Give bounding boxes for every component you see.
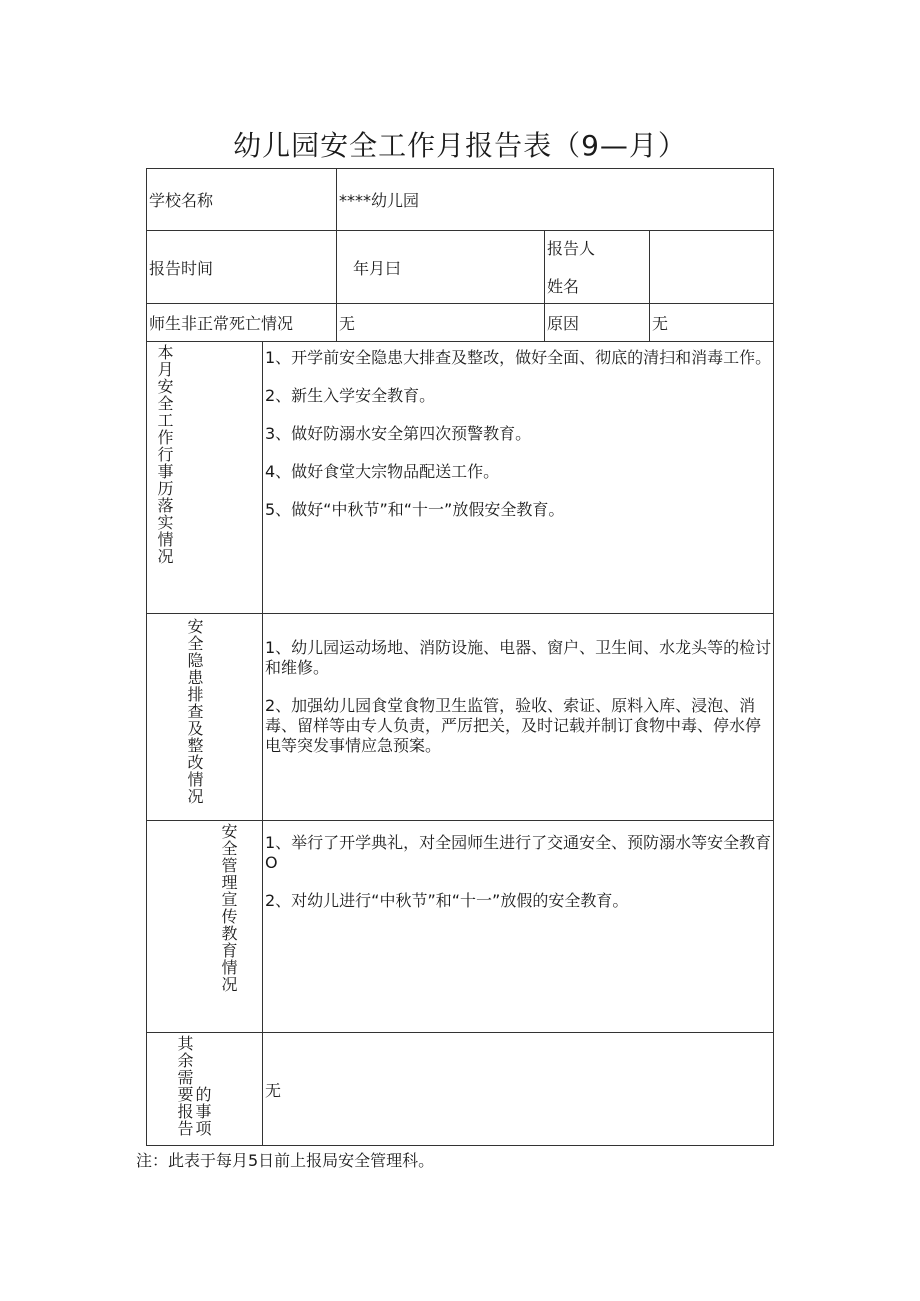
section-content-schedule (263, 342, 774, 614)
school-name-value: ****幼儿园 (337, 169, 774, 231)
section-content-other: 无 (263, 1033, 774, 1146)
section-label-education: 安全管理宣传教育情况 (147, 821, 263, 1033)
list-item: 2、新生入学安全教育。 (265, 386, 436, 405)
death-value: 无 (337, 304, 545, 342)
report-table (146, 168, 774, 1146)
reason-label: 原因 (545, 304, 650, 342)
reporter-value (650, 231, 774, 304)
reason-value: 无 (650, 304, 774, 342)
school-name-label: 学校名称 (147, 169, 337, 231)
list-item: 4、做好食堂大宗物品配送工作。 (265, 462, 500, 481)
section-label-schedule: 本月安全工作行事历落实情况 (147, 342, 263, 614)
death-label: 师生非正常死亡情况 (147, 304, 337, 342)
section-label-hazard: 安全隐患排查及整改情况 (147, 614, 263, 821)
list-item: 3、做好防溺水安全第四次预警教育。 (265, 424, 532, 443)
list-item: 5、做好“中秋节”和“十一”放假安全教育。 (265, 500, 565, 519)
footnote: 注：此表于每月5日前上报局安全管理科。 (136, 1151, 435, 1170)
reporter-label: 报告人 姓名 (545, 231, 650, 304)
report-time-value: 年月曰 (337, 231, 545, 304)
list-item: 1、开学前安全隐患大排查及整改，做好全面、彻底的清扫和消毒工作。 (265, 348, 772, 367)
section-content-hazard (263, 614, 774, 821)
list-item: 2、对幼儿进行“中秋节”和“十一”放假的安全教育。 (265, 891, 629, 910)
section-content-education (263, 821, 774, 1033)
list-item: 1、举行了开学典礼，对全园师生进行了交通安全、预防溺水等安全教育O (265, 833, 772, 872)
section-label-other: 其余需要报告的事项 (147, 1033, 263, 1146)
list-item: 2、加强幼儿园食堂食物卫生监管，验收、索证、原料入库、浸泡、消毒、留样等由专人负责，严厉把关，及时记载并制订食物中毒、停水停电等突发事情应急预案。 (265, 696, 762, 755)
list-item: 1、幼儿园运动场地、消防设施、电器、窗户、卫生间、水龙头等的检讨和维修。 (265, 638, 772, 677)
page-title: 幼儿园安全工作月报告表（9—月） (233, 129, 687, 162)
report-time-label: 报告时间 (147, 231, 337, 304)
